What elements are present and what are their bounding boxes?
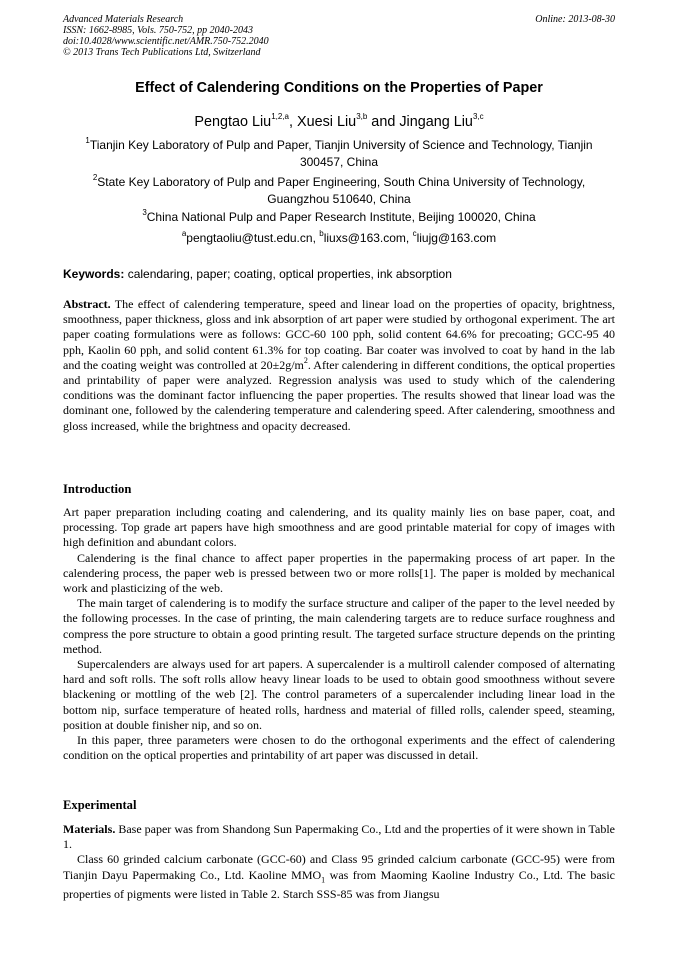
issn-line: ISSN: 1662-8985, Vols. 750-752, pp 2040-2043 [63, 25, 253, 36]
abstract-sup: 2 [303, 355, 308, 365]
author-separator: , [288, 114, 297, 130]
email-marker: b [319, 229, 324, 238]
section-heading-introduction: Introduction [63, 482, 132, 496]
affiliation-3 [60, 209, 618, 226]
keywords-label: Keywords: [63, 267, 125, 281]
running-header [63, 14, 615, 58]
journal-name: Advanced Materials Research [63, 14, 184, 25]
email-marker: c [412, 229, 417, 238]
author-emails: $^a$pengtaoliu@tust.edu.cn, $^b$liuxs@163.com, $^c$liujg@163.com [181, 229, 497, 245]
experimental-body [63, 822, 615, 902]
affiliation-number: 3 [142, 208, 147, 217]
affiliation-text: Guangzhou 510640, China [267, 192, 411, 206]
email-marker: a [181, 229, 187, 238]
author-affil-sup: 3,b [356, 112, 368, 122]
author-name: Pengtao Liu [194, 114, 272, 130]
affiliation-text: China National Pulp and Paper Research Institute, Beijing 100020, China [146, 210, 536, 224]
keywords-text: calendaring, paper; coating, optical properties, ink absorption [124, 267, 452, 281]
paragraph: The main target of calendering is to modify the surface structure and caliper of the paper to the level needed by the following processes. In the case of printing, the main calendering targets are to reduce surface roughness and compress the pore structure to obtain a good printing result. The targeted surface structure depends on the printing method. [63, 596, 615, 656]
paragraph: Calendering is the final chance to affect paper properties in the papermaking process of art paper. In the calendering process, the paper web is pressed between two or more rolls[1]. The paper is molded by mechanical work and plasticizing of the web. [63, 550, 615, 596]
affiliation-text: 300457, China [299, 155, 379, 169]
abstract-text: . After calendering in different conditions, the optical properties and printability of paper were analyzed. Regression analysis was used to study which of the calendering conditions was the dominant factor influencing the paper properties. The results showed that linear load was the dominant one, followed by the calendering temperature and calendering speed. After calendering, smoothness and gloss increased, while the brightness and opacity decreased. [63, 357, 615, 433]
affiliation-number: 2 [92, 173, 98, 182]
author-affil-sup: 1,2,a [271, 112, 289, 122]
affiliation-number: 1 [85, 136, 90, 145]
abstract-text: The effect of calendering temperature, speed and linear load on the properties of opacity, brightness, smoothness, paper thickness, gloss and ink absorption of art paper were studied by orthogonal experiment. The art paper coating formulations were as follows: GCC-60 100 pph, solid content 64.6% for precoating; GCC-95 40 pph, Kaolin 60 pph, and solid content 61.3% for top coating. Bar coater was involved to coat by hand in the lab and the coating weight was controlled at 20±2g/m [63, 297, 615, 372]
paragraph: Art paper preparation including coating and calendering, and its quality mainly lies on base paper, coat, and processing. Top grade art papers have high smoothness and are good printable material for copy of images with high definition and abundant colors. [63, 505, 615, 550]
affiliation-text: State Key Laboratory of Pulp and Paper Engineering, South China University of Technology, [97, 175, 586, 189]
paragraph-text: was from Maoming Kaoline Industry Co., Ltd. The basic properties of pigments were listed in Table 2. Starch SSS-85 was from Jiangsu [63, 867, 615, 902]
email-address: pengtaoliu@tust.edu.cn [186, 231, 313, 245]
paragraph: In this paper, three parameters were chosen to do the orthogonal experiments and the effect of calendering condition on the optical properties and printability of art paper was discussed in detail. [63, 733, 615, 763]
email-address: liuxs@163.com [323, 231, 406, 245]
author-name: Xuesi Liu [296, 114, 357, 130]
paragraph: Supercalenders are always used for art papers. A supercalender is a multiroll calender composed of alternating hard and soft rolls. The soft rolls allow heavy linear loads to be used to obtain good smoothness without severe blackening or mottling of the web [2]. The control parameters of a supercalender including linear load in the bottom nip, surface temperature of heated rolls, hardness and material of filled rolls, calender speed, steaming, position at double finisher nip, and so on. [63, 657, 615, 732]
doi-line: doi:10.4028/www.scientific.net/AMR.750-752.2040 [63, 36, 269, 47]
section-heading-experimental: Experimental [63, 798, 137, 812]
paper-title: Effect of Calendering Conditions on the Properties of Paper [135, 80, 543, 96]
affiliation-1 [60, 137, 618, 171]
online-date: Online: 2013-08-30 [535, 14, 615, 25]
author-affil-sup: 3,c [472, 112, 484, 122]
email-address: liujg@163.com [416, 231, 497, 245]
author-separator: and [367, 114, 400, 130]
abstract [63, 297, 615, 434]
author-name: Jingang Liu [399, 114, 473, 130]
keywords [63, 267, 623, 281]
materials-text: Base paper was from Shandong Sun Papermaking Co., Ltd and the properties of it were shown in Table 1. [63, 822, 615, 852]
abstract-label: Abstract. [63, 297, 111, 311]
affiliation-2 [60, 174, 618, 208]
affiliation-text: Tianjin Key Laboratory of Pulp and Paper, Tianjin University of Science and Technology, Tianjin [89, 138, 593, 152]
author-list [40, 114, 638, 130]
materials-label: Materials. [63, 822, 116, 836]
subscript: 1 [321, 875, 326, 884]
paragraph-text: Class 60 grinded calcium carbonate (GCC-60) and Class 95 grinded calcium carbonate (GCC-95) were from Tianjin Dayu Papermaking Co., Ltd. Kaoline MMO [63, 852, 615, 882]
introduction-body [63, 505, 615, 763]
copyright-line: © 2013 Trans Tech Publications Ltd, Switzerland [63, 47, 261, 58]
